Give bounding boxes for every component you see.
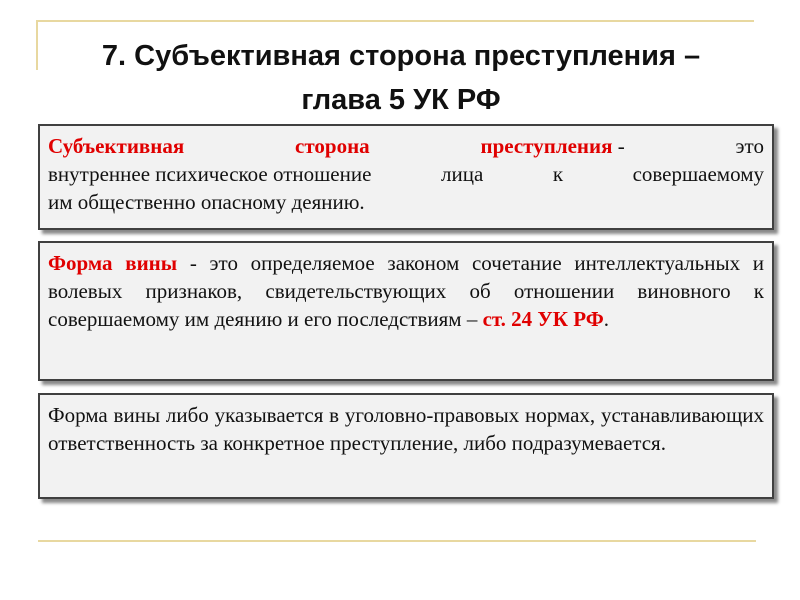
top-divider: [36, 20, 754, 22]
form-of-guilt-end: .: [603, 307, 610, 331]
law-reference: ст. 24 УК РФ: [482, 307, 604, 331]
line2-w2: к: [552, 162, 564, 186]
definition-line-1: [48, 132, 764, 160]
note-box-form-of-guilt: [38, 393, 774, 499]
form-of-guilt-body: - это определяемое законом сочетание интеллектуальных и волевых признаков, свидетельствующих об отношении виновного к совершаемому им деянию и его последствиям –: [48, 251, 764, 331]
definition-line-2: [48, 160, 764, 188]
term-crime-group: [481, 132, 625, 160]
left-divider: [36, 20, 38, 70]
note-text: Форма вины либо указывается в уголовно-правовых нормах, устанавливающих ответственность за конкретное преступление, либо подразумевается.: [48, 403, 764, 455]
definition-box-form-of-guilt: [38, 241, 774, 381]
term-subjective: Субъективная: [48, 134, 185, 158]
slide-title-line-2: глава 5 УК РФ: [301, 84, 501, 116]
form-of-guilt-text: [48, 249, 764, 333]
bottom-divider: [38, 540, 756, 542]
definition-box-subjective-side: [38, 124, 774, 230]
slide-title: [40, 34, 762, 122]
line2-words: внутреннее психическое отношение: [48, 162, 372, 186]
line2-w3: совершаемому: [632, 162, 764, 186]
term-side: сторона: [295, 134, 370, 158]
term-crime: преступления: [480, 134, 613, 158]
slide-title-line-1: 7. Субъективная сторона преступления –: [101, 40, 701, 72]
line2-w1: лица: [440, 162, 484, 186]
word-eto: это: [735, 134, 764, 158]
dash: -: [617, 134, 625, 158]
term-form-of-guilt: Форма вины: [48, 251, 178, 275]
definition-line-3: им общественно опасному деянию.: [48, 190, 365, 214]
